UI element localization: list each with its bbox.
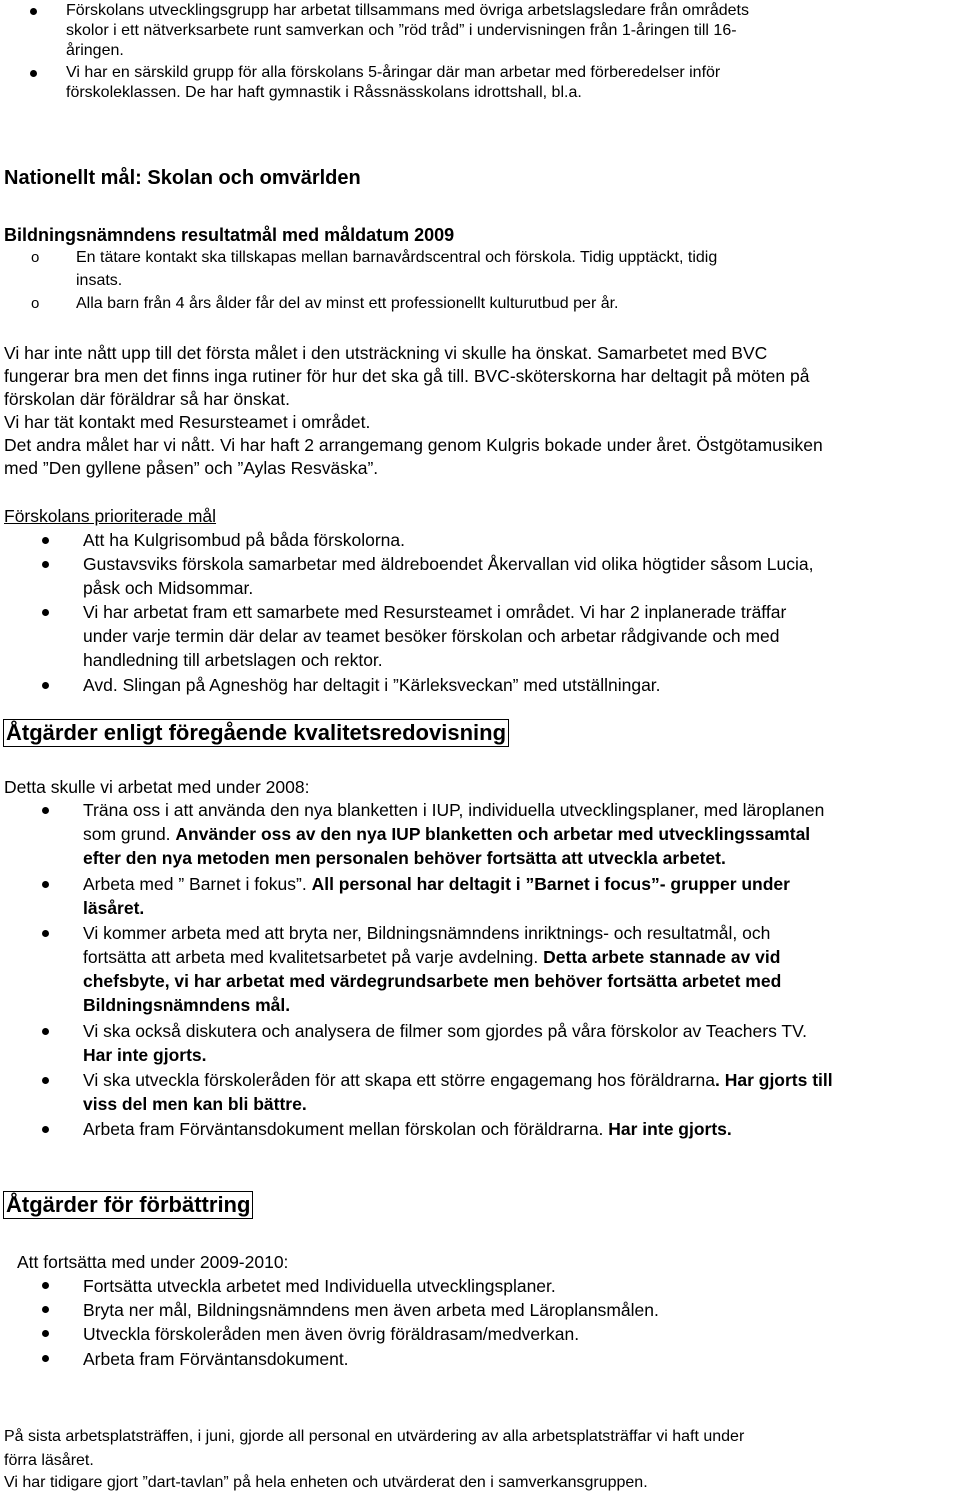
- result-text-line-6: med ”Den gyllene påsen” och ”Aylas Resväska”.: [4, 458, 379, 478]
- actions-item-1-line-2: som grund. Använder oss av den nya IUP blanketten och arbetar med utvecklingssamtal: [83, 824, 811, 844]
- closing-line-1: På sista arbetsplatsträffen, i juni, gjorde all personal en utvärdering av alla arbetsplatsträffar vi haft under: [4, 1428, 745, 1445]
- improvements-item-3: Utveckla förskoleråden men även övrig föräldrasam/medverkan.: [83, 1324, 580, 1344]
- actions-item-3-line-1: Vi kommer arbeta med att bryta ner, Bildningsnämndens inriktnings- och resultatmål, och: [83, 923, 771, 943]
- priority-item-1-line-1: Att ha Kulgrisombud på båda förskolorna.: [83, 530, 405, 550]
- priority-item-3-line-1: Vi har arbetat fram ett samarbete med Resursteamet i området. Vi har 2 inplanerade träffar: [83, 602, 787, 622]
- national-goal-item-1-line-2: insats.: [76, 272, 123, 289]
- bullet-icon: [42, 682, 49, 689]
- actions-item-5-line-2: viss del men kan bli bättre.: [83, 1094, 307, 1114]
- result-text-line-5: Det andra målet har vi nått. Vi har haft 2 arrangemang genom Kulgris bokade under året. Östgötamusiken: [4, 435, 823, 455]
- actions-item-2-line-1: Arbeta med ” Barnet i fokus”. All personal har deltagit i ”Barnet i focus”- grupper under: [83, 874, 790, 894]
- priority-item-2-line-1: Gustavsviks förskola samarbetar med äldreboendet Åkervallan vid olika högtider såsom Lucia,: [83, 554, 814, 574]
- actions-item-4-line-2: Har inte gjorts.: [83, 1045, 207, 1065]
- bullet-icon: [42, 1355, 49, 1362]
- actions-item-3-line-4: Bildningsnämndens mål.: [83, 995, 291, 1015]
- national-goal-item-2-line-1: Alla barn från 4 års ålder får del av minst ett professionellt kulturutbud per år.: [76, 295, 619, 312]
- bullet-icon: [42, 609, 49, 616]
- actions-item-3-line-3: chefsbyte, vi har arbetat med värdegrundsarbete men behöver fortsätta arbetet med: [83, 971, 782, 991]
- actions-item-4-line-1: Vi ska också diskutera och analysera de filmer som gjordes på våra förskolor av Teachers TV.: [83, 1021, 808, 1041]
- bullet-icon: [30, 8, 37, 15]
- bullet-icon: [42, 537, 49, 544]
- closing-line-2: förra läsåret.: [4, 1452, 94, 1469]
- improvements-item-2: Bryta ner mål, Bildningsnämndens men även arbeta med Läroplansmålen.: [83, 1300, 659, 1320]
- intro-bullet-1-line-1: Förskolans utvecklingsgrupp har arbetat tillsammans med övriga arbetslagsledare från områdets: [66, 2, 749, 19]
- actions-item-6-line-1: Arbeta fram Förväntansdokument mellan förskolan och föräldrarna. Har inte gjorts.: [83, 1119, 732, 1139]
- result-text-line-2: fungerar bra men det finns inga rutiner för hur det ska gå till. BVC-sköterskorna har deltagit på möten på: [4, 366, 810, 386]
- result-text-line-3: förskolan där föräldrar så har önskat.: [4, 389, 290, 409]
- bullet-icon: [42, 1330, 49, 1337]
- circle-bullet-icon: o: [31, 295, 40, 312]
- priority-item-4-line-1: Avd. Slingan på Agneshög har deltagit i ”Kärleksveckan” med utställningar.: [83, 675, 661, 695]
- bullet-icon: [42, 561, 49, 568]
- national-goal-heading: Nationellt mål: Skolan och omvärlden: [4, 167, 361, 189]
- priority-item-2-line-2: påsk och Midsommar.: [83, 578, 254, 598]
- bullet-icon: [42, 1282, 49, 1289]
- closing-line-3: Vi har tidigare gjort ”dart-tavlan” på hela enheten och utvärderat den i samverkansgruppen.: [4, 1474, 648, 1491]
- bullet-icon: [42, 807, 49, 814]
- actions-item-1-line-3: efter den nya metoden men personalen behöver fortsätta att utveckla arbetet.: [83, 848, 726, 868]
- bullet-icon: [42, 1028, 49, 1035]
- improvements-heading: Åtgärder för förbättring: [3, 1191, 253, 1219]
- intro-bullet-1-line-2: skolor i ett nätverksarbete runt samverkan och ”röd tråd” i undervisningen från 1-åringen till 16-: [66, 22, 737, 39]
- circle-bullet-icon: o: [31, 249, 40, 266]
- intro-bullet-2-line-2: förskoleklassen. De har haft gymnastik i Råssnässkolans idrottshall, bl.a.: [66, 84, 582, 101]
- bullet-icon: [30, 70, 37, 77]
- actions-item-5-line-1: Vi ska utveckla förskoleråden för att skapa ett större engagemang hos föräldrarna. Har gjorts till: [83, 1070, 833, 1090]
- bullet-icon: [42, 1126, 49, 1133]
- bullet-icon: [42, 1077, 49, 1084]
- priority-heading: Förskolans prioriterade mål: [4, 506, 217, 526]
- bullet-icon: [42, 1306, 49, 1313]
- national-goal-item-1-line-1: En tätare kontakt ska tillskapas mellan barnavårdscentral och förskola. Tidig upptäckt, tidig: [76, 249, 718, 266]
- intro-bullet-1-line-3: åringen.: [66, 42, 124, 59]
- improvements-intro: Att fortsätta med under 2009-2010:: [17, 1252, 289, 1272]
- actions-item-3-line-2: fortsätta att arbeta med kvalitetsarbetet på varje avdelning. Detta arbete stannade av vid: [83, 947, 781, 967]
- intro-bullet-2-line-1: Vi har en särskild grupp för alla förskolans 5-åringar där man arbetar med förberedelser inför: [66, 64, 721, 81]
- result-text-line-4: Vi har tät kontakt med Resursteamet i området.: [4, 412, 371, 432]
- bullet-icon: [42, 881, 49, 888]
- bullet-icon: [42, 930, 49, 937]
- result-text-line-1: Vi har inte nått upp till det första målet i den utsträckning vi skulle ha önskat. Samarbetet med BVC: [4, 343, 768, 363]
- improvements-item-4: Arbeta fram Förväntansdokument.: [83, 1349, 349, 1369]
- improvements-item-1: Fortsätta utveckla arbetet med Individuella utvecklingsplaner.: [83, 1276, 556, 1296]
- result-goal-subheading: Bildningsnämndens resultatmål med måldatum 2009: [4, 225, 455, 245]
- priority-item-3-line-2: under varje termin där delar av teamet besöker förskolan och arbetar rådgivande och med: [83, 626, 780, 646]
- actions-item-1-line-1: Träna oss i att använda den nya blanketten i IUP, individuella utvecklingsplaner, med läroplanen: [83, 800, 825, 820]
- actions-item-2-line-2: läsåret.: [83, 898, 145, 918]
- actions-prev-intro: Detta skulle vi arbetat med under 2008:: [4, 777, 310, 797]
- priority-item-3-line-3: handledning till arbetslagen och rektor.: [83, 650, 383, 670]
- actions-prev-heading: Åtgärder enligt föregående kvalitetsredovisning: [3, 719, 509, 747]
